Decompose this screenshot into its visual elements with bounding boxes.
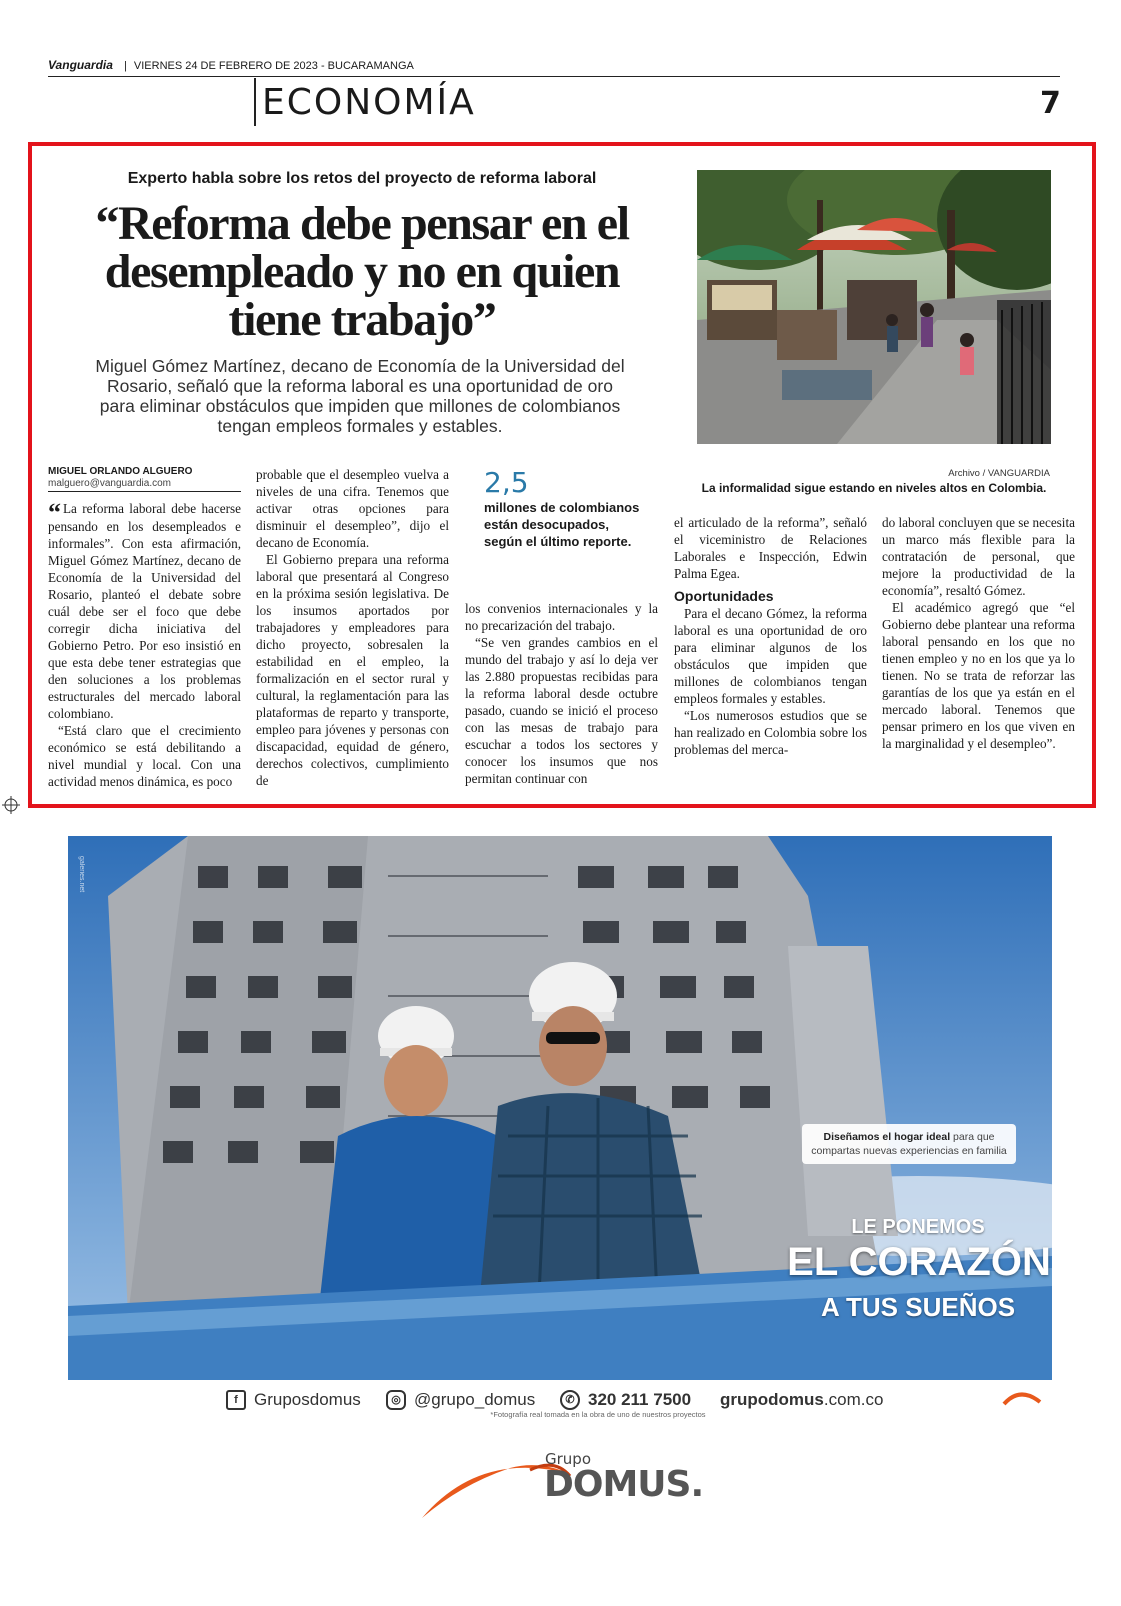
stat-number: 2,5 [484, 466, 529, 499]
article-column-4 [674, 514, 867, 758]
domus-swoosh-icon [1002, 1388, 1042, 1406]
article-column-2 [256, 466, 449, 789]
ad-phone[interactable]: ✆ 320 211 7500 [560, 1390, 691, 1410]
ad-headline-3: A TUS SUEÑOS [820, 1292, 1016, 1322]
ad-instagram[interactable]: ◎ @grupo_domus [386, 1390, 535, 1410]
logo-brand-label: DOMUS. [544, 1464, 704, 1505]
ad-tagline: Diseñamos el hogar ideal para que compartas nuevas experiencias en familia [802, 1124, 1016, 1164]
paragraph: do laboral concluyen que se necesita un marco más flexible para la contratación de personal, que mejore la productividad de la economía”, resaltó Gómez. [882, 515, 1075, 598]
paragraph: los convenios internacionales y la no precarización del trabajo. [465, 601, 658, 633]
article-deck: Miguel Gómez Martínez, decano de Economía de la Universidad del Rosario, señaló que la reforma laboral es una oportunidad de oro para eliminar obstáculos que impiden que millones de colombianos tengan empleos formales y estables. [95, 356, 625, 436]
page-header: Vanguardia | VIERNES 24 DE FEBRERO DE 2023 - BUCARAMANGA [48, 58, 1060, 77]
facebook-icon: f [226, 1390, 246, 1410]
photo-caption: La informalidad sigue estando en niveles altos en Colombia. [701, 481, 1047, 495]
opening-quote-icon: “ [48, 498, 61, 527]
article-column-3 [465, 600, 658, 787]
section-title: ECONOMÍA [262, 82, 476, 123]
article-kicker: Experto habla sobre los retos del proyecto de reforma laboral [127, 170, 597, 187]
ad-contact-bar [68, 1380, 1052, 1430]
paragraph: Para el decano Gómez, la reforma laboral es una oportunidad de oro para eliminar algunos de los obstáculos que impiden que millones de colombianos tengan empleos formales y estables. [674, 606, 867, 706]
dateline: VIERNES 24 DE FEBRERO DE 2023 - BUCARAMANGA [133, 60, 414, 72]
page-number: 7 [1040, 86, 1061, 121]
ad-side-text: galeries.net [78, 856, 85, 893]
paragraph: “Los numerosos estudios que se han realizado en Colombia sobre los problemas del merca- [674, 708, 867, 757]
paragraph: El académico agregó que “el Gobierno debe plantear una reforma laboral pensando en los que no tienen empleo y no en los que ya lo tienen. No se trata de reforzar las garantías de los que ya están en el mercado laboral. Tenemos que pensar primero en los que viven en la marginalidad y el desempleo”. [882, 600, 1075, 751]
section-divider [254, 78, 256, 126]
ad-headline-1: LE PONEMOS [851, 1216, 985, 1238]
paragraph: el articulado de la reforma”, señaló el viceministro de Relaciones Laborales e Inspección, Edwin Palma Egea. [674, 515, 867, 581]
article-headline: “Reforma debe pensar en el desempleado y no en quien tiene trabajo” [95, 197, 629, 346]
paragraph: El Gobierno prepara una reforma laboral que presentará al Congreso en la próxima sesión legislativa. De los insumos aportados por trabajadores y empleadores para dicho proyecto, sobresalen la estabilidad en el empleo, la formalización en el sector rural y cultural, la reglamentación para las plataformas de reparto y transporte, empleo para jóvenes y personas con discapacidad, equidad de género, derechos colectivos, cumplimiento de [256, 552, 449, 788]
paragraph: “ La reforma laboral debe hacerse pensando en los desempleados e informales”. Con esta afirmación, Miguel Gómez Martínez, decano de Economía de la Universidad del Rosario, planteó el debate sobre cuál debe ser el foco que debe corregir dicha iniciativa del Gobierno Petro. Por eso insistió en que esta debe tener estrategias que den soluciones a los problemas estructurales del mercado laboral colombiano. [48, 498, 241, 721]
newspaper-brand: Vanguardia [48, 58, 113, 72]
ad-website[interactable]: grupodomus .com.co [720, 1390, 884, 1409]
ad-facebook[interactable]: f Gruposdomus [226, 1390, 361, 1410]
paragraph: “Está claro que el crecimiento económico se está debilitando a nivel mundial y local. Con una actividad menos dinámica, es poco [48, 723, 241, 789]
article-photo [697, 170, 1051, 444]
article-column-1 [48, 500, 241, 790]
market-scene-image [697, 170, 1051, 444]
ad-footnote: *Fotografía real tomada en la obra de uno de nuestros proyectos [490, 1410, 706, 1419]
logo-group-label: Grupo [545, 1450, 591, 1468]
photo-credit: Archivo / VANGUARDIA [948, 468, 1050, 479]
author-email: malguero@vanguardia.com [48, 478, 241, 492]
paragraph: probable que el desempleo vuelva a niveles de una cifra. Tenemos que activar otras opciones para disminuir el desempleo”, dijo el decano de Economía. [256, 467, 449, 550]
instagram-icon: ◎ [386, 1390, 406, 1410]
article-column-5 [882, 514, 1075, 752]
paragraph: “Se ven grandes cambios en el mundo del trabajo y así lo deja ver las 2.880 propuestas recibidas para la reforma laboral desde octubre pasado, cuando se inició el proceso con las mesas de trabajo para escuchar a todos los sectores y conocer los insumos que nos permitan continuar con [465, 635, 658, 786]
stat-text: millones de colombianos están desocupados, según el último reporte. [484, 500, 640, 549]
whatsapp-icon: ✆ [560, 1390, 580, 1410]
subheading: Oportunidades [674, 588, 774, 604]
registration-mark-icon [2, 796, 20, 814]
byline: MIGUEL ORLANDO ALGUERO [48, 466, 193, 477]
advertisement[interactable] [68, 836, 1052, 1430]
ad-headline-2: EL CORAZÓN [787, 1240, 1051, 1284]
